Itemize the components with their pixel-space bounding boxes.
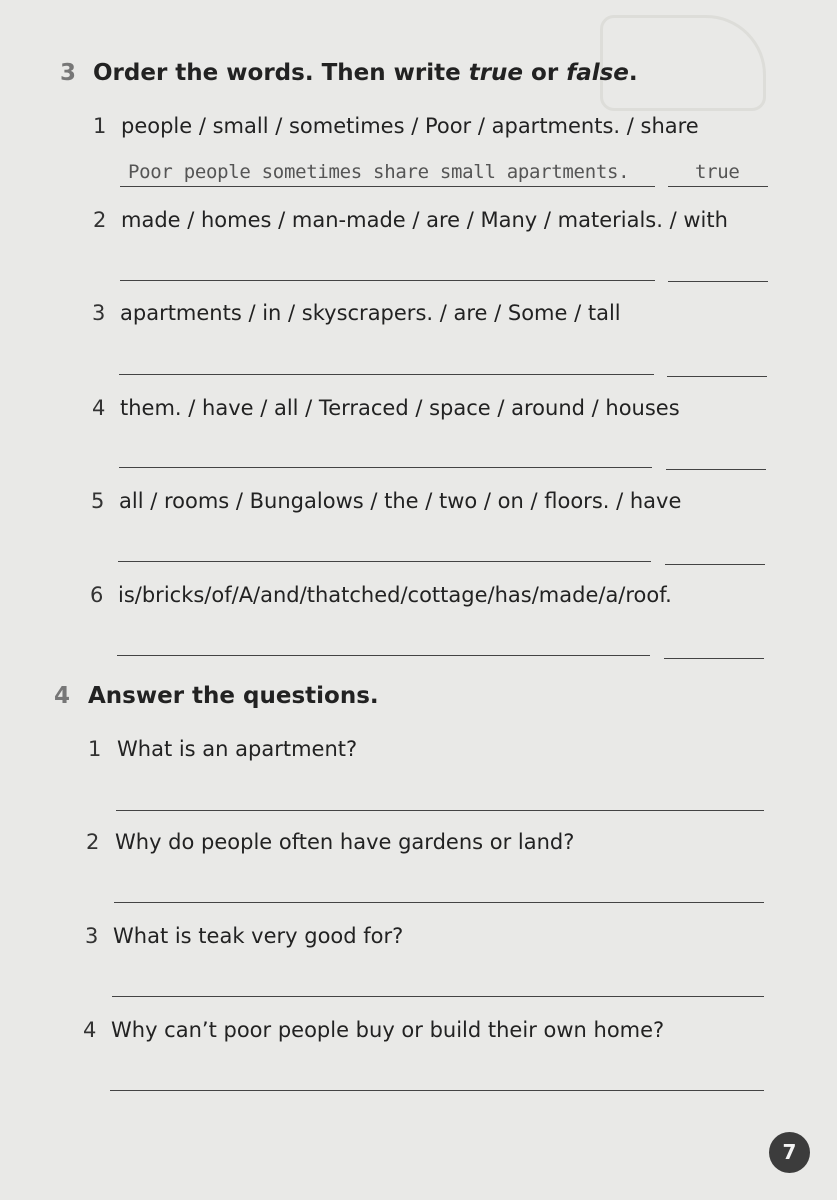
- ex4-answer-line[interactable]: [112, 996, 764, 997]
- ex3-true-false-line[interactable]: [668, 281, 768, 282]
- ex3-item-words: apartments / in / skyscrapers. / are / Some / tall: [120, 301, 621, 325]
- ex3-answer-line[interactable]: [118, 561, 651, 562]
- ex3-item-words: people / small / sometimes / Poor / apartments. / share: [121, 114, 699, 138]
- ex3-item-number: 5: [91, 489, 105, 513]
- ex4-answer-line[interactable]: [116, 810, 764, 811]
- ex3-item-number: 6: [90, 583, 104, 607]
- ex4-question-text: What is teak very good for?: [113, 924, 404, 948]
- ex3-answer-line[interactable]: [117, 655, 650, 656]
- ex3-true-false-line[interactable]: [665, 564, 765, 565]
- ex3-item-words: is/bricks/of/A/and/thatched/cottage/has/made/a/roof.: [118, 583, 672, 607]
- ex3-item-words: made / homes / man-made / are / Many / materials. / with: [121, 208, 728, 232]
- page-number-badge: 7: [769, 1132, 810, 1173]
- ex3-item-number: 1: [93, 114, 107, 138]
- ex3-item-words: all / rooms / Bungalows / the / two / on / floors. / have: [119, 489, 682, 513]
- ex3-answer-line[interactable]: [120, 186, 655, 187]
- exercise-3-title: Order the words. Then write true or false.: [93, 60, 638, 86]
- ex3-item-words: them. / have / all / Terraced / space / around / houses: [120, 396, 680, 420]
- ex3-true-false-line[interactable]: [666, 469, 766, 470]
- exercise-4-title: Answer the questions.: [88, 683, 379, 709]
- ex3-true-false-line[interactable]: [668, 186, 768, 187]
- ex3-true-false-line[interactable]: [664, 658, 764, 659]
- ex4-question-number: 3: [85, 924, 99, 948]
- ex4-question-number: 1: [88, 737, 102, 761]
- ex3-item-number: 4: [92, 396, 106, 420]
- ex4-question-text: Why can’t poor people buy or build their own home?: [111, 1018, 665, 1042]
- ex3-answer-line[interactable]: [119, 374, 654, 375]
- ex3-answer-line[interactable]: [119, 467, 652, 468]
- ex3-item-number: 3: [92, 301, 106, 325]
- ex4-question-number: 4: [83, 1018, 97, 1042]
- ex4-answer-line[interactable]: [114, 902, 764, 903]
- ex4-question-text: Why do people often have gardens or land?: [115, 830, 575, 854]
- ex3-item-number: 2: [93, 208, 107, 232]
- ex3-handwritten-answer: Poor people sometimes share small apartments.: [128, 161, 630, 183]
- ex4-question-number: 2: [86, 830, 100, 854]
- exercise-4-number: 4: [54, 683, 71, 709]
- ex4-answer-line[interactable]: [110, 1090, 764, 1091]
- ex3-true-false-line[interactable]: [667, 376, 767, 377]
- ex3-answer-line[interactable]: [120, 280, 655, 281]
- ex4-question-text: What is an apartment?: [117, 737, 358, 761]
- ex3-handwritten-true-false: true: [695, 161, 740, 183]
- exercise-3-number: 3: [60, 60, 77, 86]
